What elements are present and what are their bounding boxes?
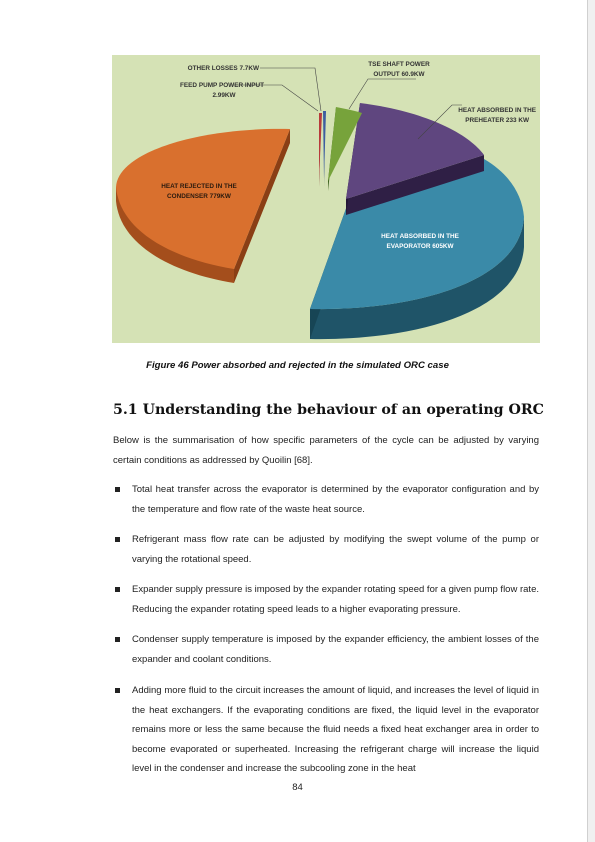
- pie-chart: [112, 55, 540, 343]
- page-number: 84: [292, 782, 303, 793]
- label-condenser-line1: HEAT REJECTED IN THE: [161, 183, 237, 190]
- label-tse-line1: TSE SHAFT POWER: [368, 61, 430, 68]
- bullet-text-1: Total heat transfer across the evaporator is determined by the evaporator configuration and by the temperature and flow rate of the waste heat source.: [132, 484, 539, 515]
- leader-other-losses: [260, 68, 321, 111]
- label-feed-pump-line1: FEED PUMP POWER INPUT: [180, 82, 265, 89]
- section-heading: 5.1 Understanding the behaviour of an operating ORC: [113, 402, 544, 418]
- bullet-marker: [115, 537, 120, 542]
- pie-chart-figure: [112, 55, 540, 343]
- label-evaporator-line2: EVAPORATOR 605KW: [386, 243, 454, 250]
- slice-other-losses: [319, 113, 322, 187]
- label-evaporator-line1: HEAT ABSORBED IN THE: [381, 233, 459, 240]
- label-preheater-line1: HEAT ABSORBED IN THE: [458, 107, 536, 114]
- label-tse-line2: OUTPUT 60.9KW: [373, 71, 425, 78]
- page-edge: [587, 0, 595, 842]
- label-other-losses: OTHER LOSSES 7.7KW: [187, 65, 259, 72]
- bullet-marker: [115, 637, 120, 642]
- bullet-text-2: Refrigerant mass flow rate can be adjusted by modifying the swept volume of the pump or varying the rotational speed.: [132, 534, 539, 565]
- intro-paragraph: Below is the summarisation of how specific parameters of the cycle can be adjusted by varying certain conditions as addressed by Quoilin [68].: [113, 435, 539, 466]
- bullet-marker: [115, 487, 120, 492]
- figure-caption: Figure 46 Power absorbed and rejected in the simulated ORC case: [146, 360, 449, 371]
- bullet-text-4: Condenser supply temperature is imposed by the expander efficiency, the ambient losses of the expander and coolant conditions.: [132, 634, 539, 665]
- bullet-marker: [115, 688, 120, 693]
- label-condenser-line2: CONDENSER 779KW: [167, 193, 231, 200]
- slice-feed-pump: [323, 111, 326, 187]
- leader-tse: [349, 79, 416, 109]
- bullet-text-3: Expander supply pressure is imposed by the expander rotating speed for a given pump flow rate. Reducing the expander rotating speed leads to a higher evaporating pressure.: [132, 584, 539, 615]
- bullet-text-5: Adding more fluid to the circuit increases the amount of liquid, and increases the level of liquid in the heat exchangers. If the evaporating conditions are fixed, the liquid level in the evaporator remains more or less the same because the fluid needs a fixed heat exchanger area in order to become evaporated or superheated. Increasing the refrigerant charge will increase the liquid level in the condenser and increase the subcooling zone in the heat: [132, 685, 539, 775]
- slice-condenser: [116, 129, 290, 283]
- label-feed-pump-line2: 2.99KW: [212, 92, 236, 99]
- bullet-marker: [115, 587, 120, 592]
- label-preheater-line2: PREHEATER 233 KW: [465, 117, 529, 124]
